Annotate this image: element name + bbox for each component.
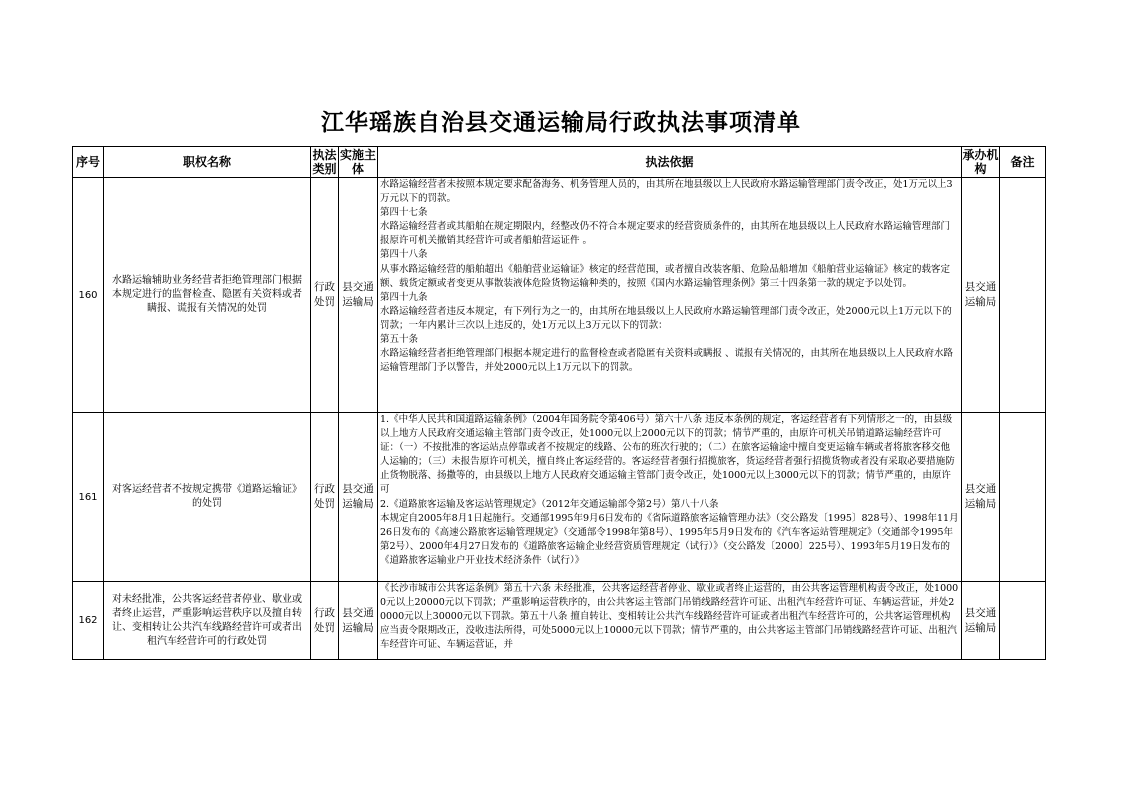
row-basis <box>378 582 962 660</box>
row-category: 行政处罚 <box>311 582 339 660</box>
basis-paragraph: 水路运输经营者未按照本规定要求配备海务、机务管理人员的，由其所在地县级以上人民政府水路运输管理部门责令改正，处1万元以上3万元以下的罚款。 <box>380 179 953 205</box>
table-row <box>73 582 1046 660</box>
row-name: 对未经批准，公共客运经营者停业、歇业或者终止运营，严重影响运营秩序以及擅自转让、变相转让公共汽车线路经营许可或者出租汽车经营许可的行政处罚 <box>104 582 311 660</box>
header-basis: 执法依据 <box>378 147 962 178</box>
basis-paragraph: 水路运输经营者违反本规定，有下列行为之一的，由其所在地县级以上人民政府水路运输管理部门责令改正，处2000元以上1万元以下的罚款；一年内累计三次以上违反的，处1万元以上3万元以下的罚款： <box>380 305 952 331</box>
header-category: 执法类别 <box>312 148 337 176</box>
row-name: 水路运输辅助业务经营者拒绝管理部门根据本规定进行的监督检查、隐匿有关资料或者瞒报、谎报有关情况的处罚 <box>104 178 311 413</box>
table-row <box>73 178 1046 413</box>
row-basis <box>378 178 962 413</box>
basis-paragraph: 2.《道路旅客运输及客运站管理规定》（2012年交通运输部令第2号）第八十八条 <box>380 498 719 510</box>
basis-paragraph: 第四十七条 <box>380 207 428 219</box>
row-num: 160 <box>73 178 104 413</box>
row-remark <box>1000 178 1046 413</box>
page-title: 江华瑶族自治县交通运输局行政执法事项清单 <box>321 109 801 136</box>
basis-paragraph: 水路运输经营者拒绝管理部门根据本规定进行的监督检查或者隐匿有关资料或瞒报 、谎报有关情况的，由其所在地县级以上人民政府水路运输管理部门予以警告，并处2000元以上1万元以下的罚款。 <box>380 348 954 374</box>
row-category: 行政处罚 <box>311 178 339 413</box>
basis-paragraph: 第四十九条 <box>380 291 428 303</box>
row-subject: 县交通运输局 <box>339 413 378 582</box>
header-remark: 备注 <box>1000 147 1046 178</box>
row-name: 对客运经营者不按规定携带《道路运输证》的处罚 <box>104 413 311 582</box>
row-org: 县交通运输局 <box>962 178 1000 413</box>
row-remark <box>1000 413 1046 582</box>
row-subject: 县交通运输局 <box>339 582 378 660</box>
row-basis <box>378 413 962 582</box>
basis-paragraph: 第四十八条 <box>380 249 428 261</box>
header-subject: 实施主体 <box>339 148 376 176</box>
row-remark <box>1000 582 1046 660</box>
basis-paragraph: 1.《中华人民共和国道路运输条例》（2004年国务院令第406号）第六十八条 违反本条例的规定，客运经营者有下列情形之一的，由县级以上地方人民政府交通运输主管部门责令改正，处1000元以上2000元以下的罚款；情节严重的，由原许可机关吊销道路运输经营许可证：（一）不按批准的客运站点停靠或者不按规定的线路、公布的班次行驶的；（二）在旅客运输途中擅自变更运输车辆或者将旅客移交他人运输的；（三）未报告原许可机关，擅自终止客运经营的。客运经营者强行招揽旅客，货运经营者强行招揽货物或者没有采取必要措施防止货物脱落、扬撒等的，由县级以上地方人民政府交通运输主管部门责令改正，处1000元以上3000元以下的罚款；情节严重的，由原许可 <box>380 414 955 496</box>
basis-paragraph: 第五十条 <box>380 334 419 346</box>
basis-paragraph: 《长沙市城市公共客运条例》第五十六条 未经批准，公共客运经营者停业、歇业或者终止运营的，由公共客运管理机构责令改正，处10000元以上20000元以下罚款；严重影响运营秩序的，由公共客运主管部门吊销线路经营许可证、出租汽车经营许可证、车辆运营证，并处20000元以上30000元以下罚款。第五十八条 擅自转让、变相转让公共汽车线路经营许可证或者出租汽车经营许可的，公共客运管理机构应当责令限期改正，没收违法所得，可处5000元以上10000元以下罚款；情节严重的，由公共客运主管部门吊销线路经营许可证、出租汽车经营许可证、车辆运营证，并 <box>380 583 959 651</box>
row-num: 162 <box>73 582 104 660</box>
row-num: 161 <box>73 413 104 582</box>
header-num: 序号 <box>73 147 104 178</box>
table-row <box>73 413 1046 582</box>
row-org: 县交通运输局 <box>962 413 1000 582</box>
basis-paragraph: 本规定自2005年8月1日起施行。交通部1995年9月6日发布的《省际道路旅客运输管理办法》（交公路发〔1995〕828号）、1998年11月26日发布的《高速公路旅客运输管理规定》（交通部令1998年第8号）、1995年5月9日发布的《汽车客运站管理规定》（交通部令1995年第2号）、2000年4月27日发布的《道路旅客运输企业经营资质管理规定（试行）》（交公路发〔2000〕225号）、1993年5月19日发布的《道路旅客运输业户开业技术经济条件（试行）》 <box>380 512 959 566</box>
header-org: 承办机构 <box>962 148 999 176</box>
row-subject: 县交通运输局 <box>339 178 378 413</box>
row-category: 行政处罚 <box>311 413 339 582</box>
table-header-row <box>73 147 1046 178</box>
enforcement-table <box>72 146 1046 660</box>
header-name: 职权名称 <box>104 147 311 178</box>
basis-paragraph: 从事水路运输经营的船舶超出《船舶营业运输证》核定的经营范围，或者擅自改装客船、危险品船增加《船舶营业运输证》核定的载客定额、载货定额或者变更从事散装液体危险货物运输种类的，按照《国内水路运输管理条例》第三十四条第一款的规定予以处罚。 <box>380 263 951 289</box>
row-org: 县交通运输局 <box>962 582 1000 660</box>
basis-paragraph: 水路运输经营者或其船舶在规定期限内，经整改仍不符合本规定要求的经营资质条件的，由其所在地县级以上人民政府水路运输管理部门报原许可机关撤销其经营许可或者船舶营运证件 。 <box>380 221 951 247</box>
